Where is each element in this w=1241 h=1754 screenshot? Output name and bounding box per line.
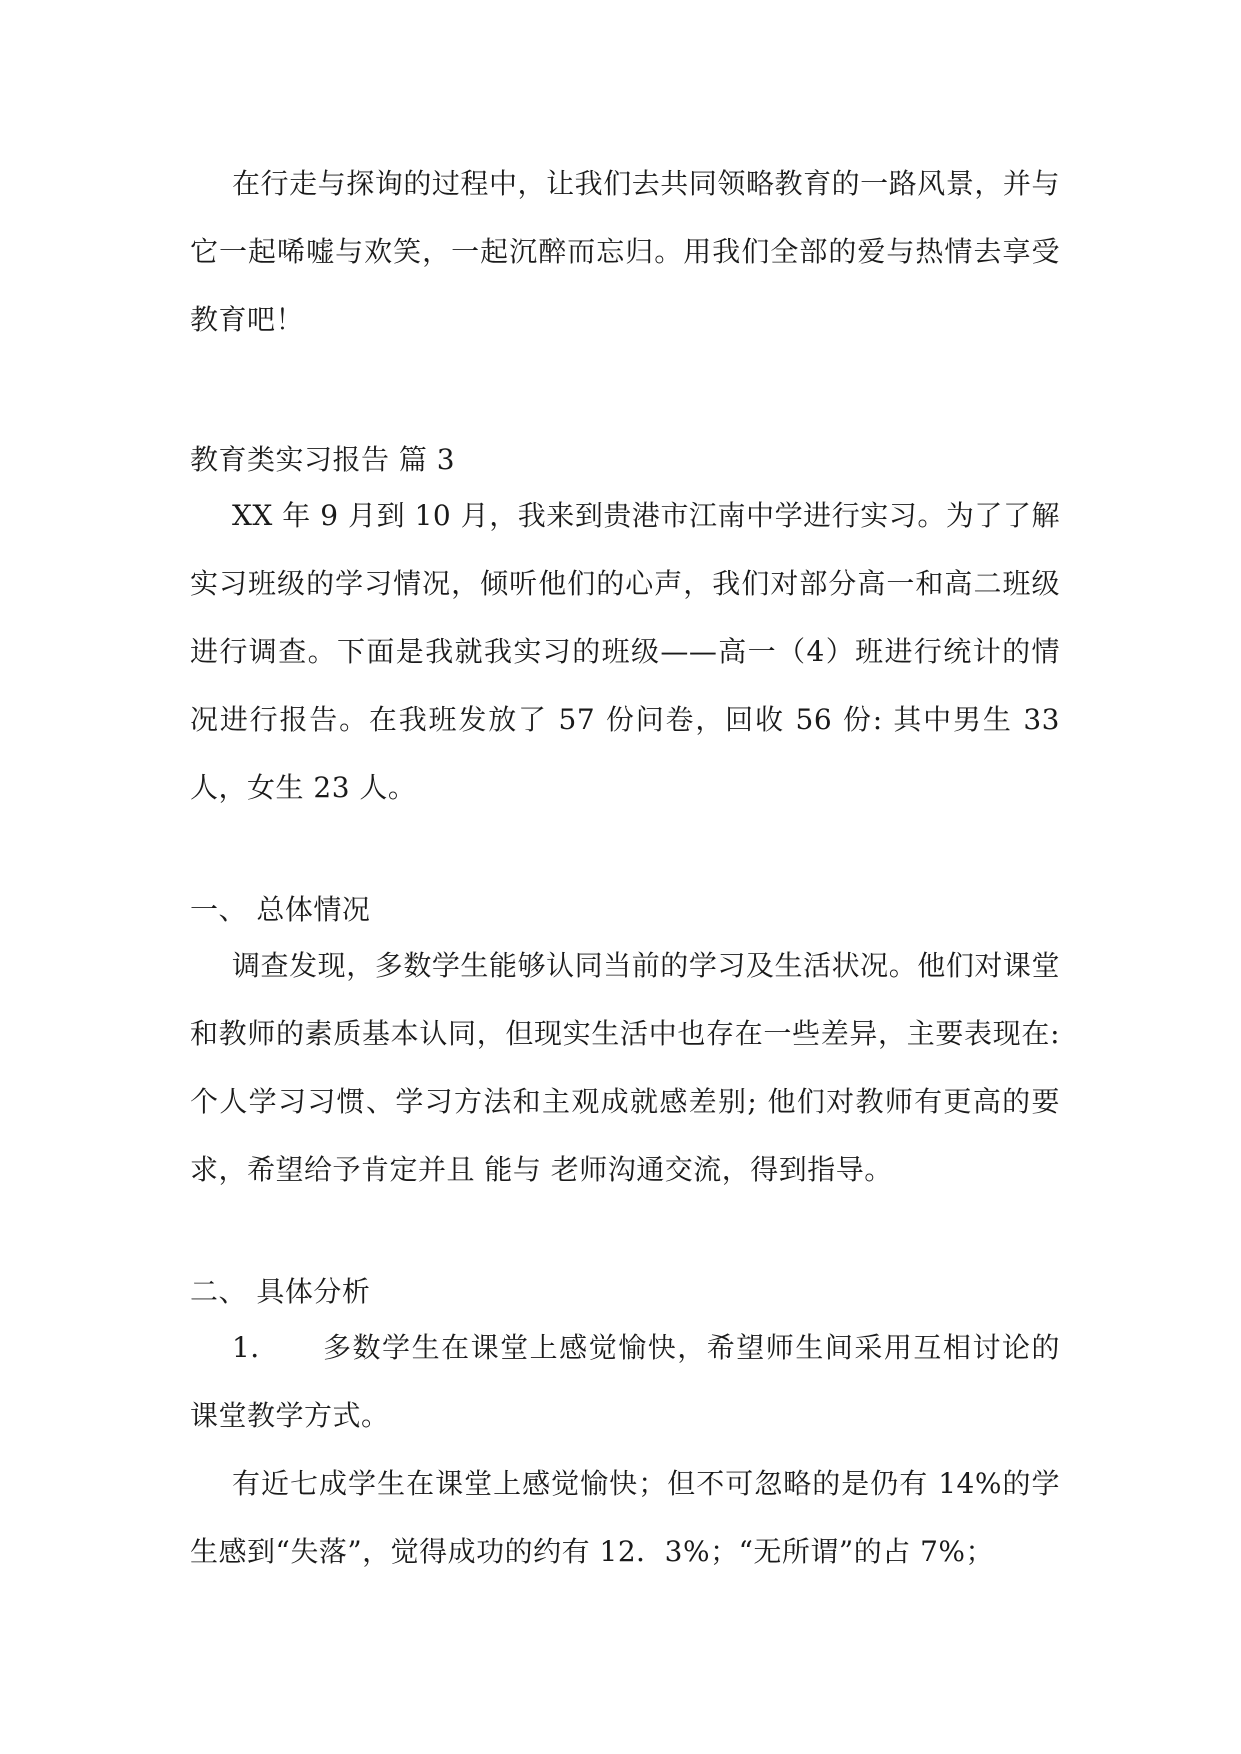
heading-specific-analysis: 二、 具体分析 [190,1275,371,1308]
item-number: 1． [232,1331,279,1364]
intro-paragraph: XX 年 9 月到 10 月，我来到贵港市江南中学进行实习。为了了解实习班级的学习情况，倾听他们的心声，我们对部分高一和高二班级进行调查。下面是我就我实习的班级——高一（4）班进行统计的情况进行报告。在我班发放了 57 份问卷，回收 56 份: 其中男生 33 人，女生 23 人。 [190,499,1060,804]
closing-paragraph: 在行走与探询的过程中，让我们去共同领略教育的一路风景，并与它一起唏嘘与欢笑，一起沉醉而忘归。用我们全部的爱与热情去享受教育吧！ [190,167,1060,336]
section-title: 教育类实习报告 篇 3 [190,443,456,476]
analysis-item-1 [190,1314,1060,1450]
overall-situation-paragraph: 调查发现，多数学生能够认同当前的学习及生活状况。他们对课堂和教师的素质基本认同，但现实生活中也存在一些差异，主要表现在: 个人学习习惯、学习方法和主观成就感差别; 他们对教师有更高的要求，希望给予肯定并且 能与 老师沟通交流，得到指导。 [190,949,1060,1186]
analysis-detail-paragraph: 有近七成学生在课堂上感觉愉快；但不可忽略的是仍有 14%的学生感到“失落”，觉得成功的约有 12．3%；“无所谓”的占 7%； [190,1467,1060,1568]
item-text: 多数学生在课堂上感觉愉快，希望师生间采用互相讨论的课堂教学方式。 [190,1331,1060,1432]
heading-overall-situation: 一、 总体情况 [190,893,371,926]
